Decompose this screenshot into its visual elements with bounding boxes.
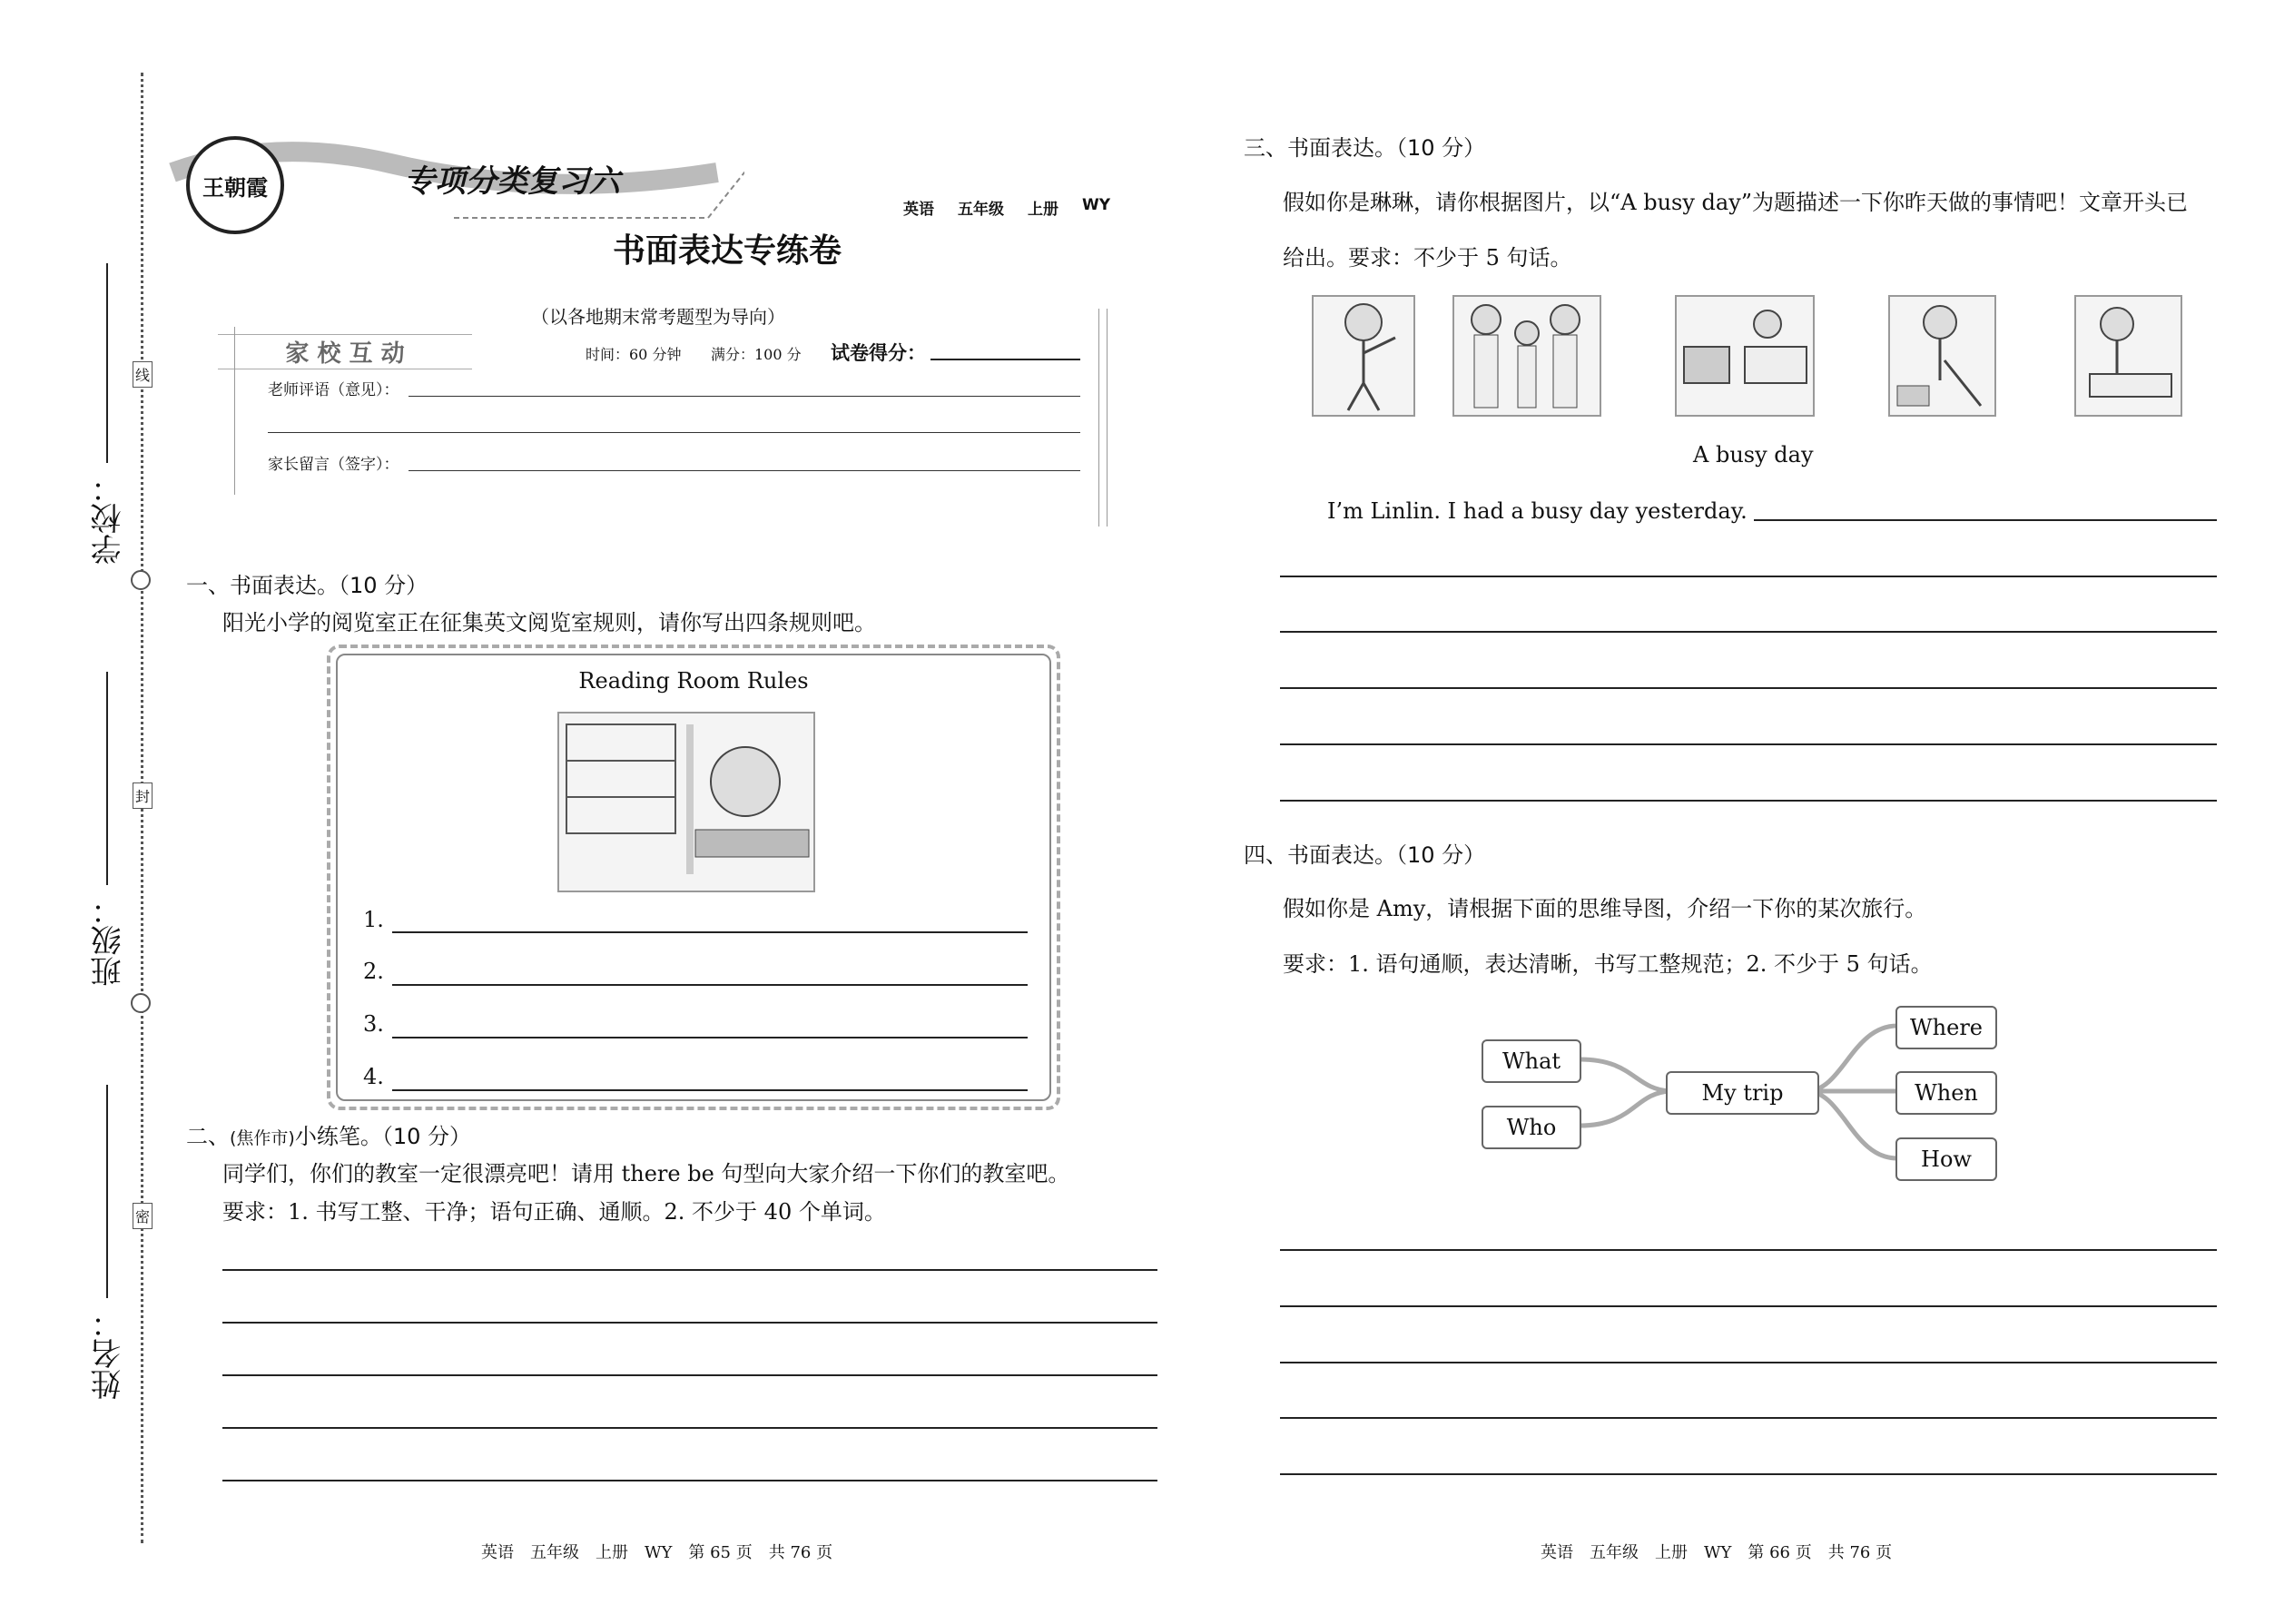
q3-essay-title: A busy day xyxy=(1693,442,1814,468)
left-footer: 英语 五年级 上册 WY 第 65 页 共 76 页 xyxy=(481,1543,833,1562)
q2-heading xyxy=(186,1118,471,1150)
q3-prompt-line-2: 给出。要求：不少于 5 句话。 xyxy=(1283,245,1572,271)
q3-prompt-line-1: 假如你是琳琳，请你根据图片，以“A busy day”为题描述一下你昨天做的事情吧！文章开头已 xyxy=(1283,190,2189,215)
binding-mark-mid: 封 xyxy=(133,782,153,809)
q1-rules-box xyxy=(327,645,1060,1110)
q2-line-5[interactable] xyxy=(222,1480,1157,1481)
q4-line-4[interactable] xyxy=(1280,1417,2217,1419)
class-blank[interactable] xyxy=(106,672,108,885)
mindmap-node-center: My trip xyxy=(1666,1071,1819,1115)
q2-line-4[interactable] xyxy=(222,1427,1157,1429)
girl-playing-icon xyxy=(1314,297,1413,415)
q4-requirement: 要求：1. 语句通顺，表达清晰，书写工整规范；2. 不少于 5 句话。 xyxy=(1283,951,1933,977)
name-blank[interactable] xyxy=(106,1085,108,1298)
q2-prompt: 同学们，你们的教室一定很漂亮吧！请用 there be 句型向大家介绍一下你们的教室吧。 xyxy=(222,1161,1070,1186)
rule-line-2[interactable] xyxy=(392,984,1028,986)
binding-circle-bottom xyxy=(131,993,151,1013)
picture-family xyxy=(1452,295,1601,417)
binding-mark-bot: 密 xyxy=(133,1203,153,1229)
rule-number-2: 2. xyxy=(363,959,384,984)
subtitle: （以各地期末常考题型为导向） xyxy=(531,306,785,328)
series-title: 专项分类复习六 xyxy=(404,163,620,200)
tag-grade: 五年级 xyxy=(958,201,1004,219)
time-info: 时间：60 分钟 xyxy=(586,346,682,363)
q1-heading: 一、书面表达。（10 分） xyxy=(186,573,428,598)
mindmap-node-when: When xyxy=(1895,1071,1997,1115)
picture-cleaning xyxy=(1888,295,1996,417)
mindmap-node-where: Where xyxy=(1895,1006,1997,1049)
mindmap-node-what: What xyxy=(1482,1039,1581,1083)
q4-line-1[interactable] xyxy=(1280,1249,2217,1251)
doing-homework-icon xyxy=(2076,297,2181,415)
header-frame-right xyxy=(1098,309,1108,527)
q3-line-1[interactable] xyxy=(1280,576,2217,577)
main-title: 书面表达专练卷 xyxy=(613,231,842,270)
right-footer: 英语 五年级 上册 WY 第 66 页 共 76 页 xyxy=(1541,1543,1893,1562)
watching-tv-icon xyxy=(1677,297,1813,415)
rule-line-1[interactable] xyxy=(392,931,1028,933)
parent-message-label: 家长留言（签字）： xyxy=(268,456,399,474)
binding-mark-top: 线 xyxy=(133,361,153,388)
rule-number-4: 4. xyxy=(363,1064,384,1089)
q3-heading: 三、书面表达。（10 分） xyxy=(1244,135,1486,161)
full-score-info: 满分：100 分 xyxy=(711,346,802,363)
q3-line-4[interactable] xyxy=(1280,743,2217,745)
banner-text: 家 校 互 动 xyxy=(285,340,405,368)
q2-requirement: 要求：1. 书写工整、干净；语句正确、通顺。2. 不少于 40 个单词。 xyxy=(222,1199,886,1225)
binding-circle-top xyxy=(131,570,151,590)
vacuum-cleaning-icon xyxy=(1890,297,1994,415)
q2-line-2[interactable] xyxy=(222,1322,1157,1324)
parent-message-line[interactable] xyxy=(409,470,1080,471)
q3-essay-start: I’m Linlin. I had a busy day yesterday. xyxy=(1327,498,1748,524)
logo-seal xyxy=(186,136,284,234)
mindmap-node-how: How xyxy=(1895,1137,1997,1181)
family-shopping-icon xyxy=(1454,297,1600,415)
tag-volume: 上册 xyxy=(1028,201,1058,219)
mindmap-node-who: Who xyxy=(1482,1106,1581,1149)
score-label: 试卷得分： xyxy=(831,342,926,364)
subject-tags xyxy=(903,196,1110,219)
q4-prompt: 假如你是 Amy，请根据下面的思维导图，介绍一下你的某次旅行。 xyxy=(1283,896,1927,921)
teacher-comment-line-2[interactable] xyxy=(268,432,1080,433)
q4-line-5[interactable] xyxy=(1280,1473,2217,1475)
q2-heading-rest: 小练笔。（10 分） xyxy=(294,1124,471,1149)
bookshelf-girl-icon xyxy=(559,714,813,891)
tag-subject: 英语 xyxy=(903,201,934,219)
q2-line-1[interactable] xyxy=(222,1269,1157,1271)
name-label: 姓名： xyxy=(91,1307,127,1400)
teacher-comment-label: 老师评语（意见）： xyxy=(268,381,399,399)
score-blank[interactable] xyxy=(930,359,1080,360)
q3-line-3[interactable] xyxy=(1280,687,2217,689)
rule-number-1: 1. xyxy=(363,907,384,932)
home-school-banner xyxy=(218,334,472,369)
picture-tv xyxy=(1675,295,1815,417)
q3-line-start[interactable] xyxy=(1754,519,2217,521)
q3-line-2[interactable] xyxy=(1280,631,2217,633)
rule-line-4[interactable] xyxy=(392,1089,1028,1091)
q2-heading-prefix: 二、 xyxy=(186,1124,230,1149)
q4-heading: 四、书面表达。（10 分） xyxy=(1244,842,1486,868)
q3-line-5[interactable] xyxy=(1280,800,2217,802)
q1-box-title: Reading Room Rules xyxy=(578,668,809,694)
picture-homework xyxy=(2074,295,2182,417)
q2-line-3[interactable] xyxy=(222,1374,1157,1376)
picture-playing xyxy=(1312,295,1415,417)
logo-text: 王朝霞 xyxy=(202,173,268,201)
rule-line-3[interactable] xyxy=(392,1037,1028,1038)
tag-edition: WY xyxy=(1082,196,1111,214)
reading-room-illustration xyxy=(557,712,815,892)
q4-line-3[interactable] xyxy=(1280,1362,2217,1363)
q1-prompt: 阳光小学的阅览室正在征集英文阅览室规则，请你写出四条规则吧。 xyxy=(222,610,876,635)
rule-number-3: 3. xyxy=(363,1011,384,1037)
class-label: 班级： xyxy=(91,894,127,987)
q2-region: (焦作市) xyxy=(230,1128,295,1148)
teacher-comment-line-1[interactable] xyxy=(409,396,1080,397)
school-label: 学校： xyxy=(91,472,127,565)
q4-line-2[interactable] xyxy=(1280,1305,2217,1307)
header-frame-left xyxy=(234,327,235,495)
school-blank[interactable] xyxy=(106,263,108,463)
